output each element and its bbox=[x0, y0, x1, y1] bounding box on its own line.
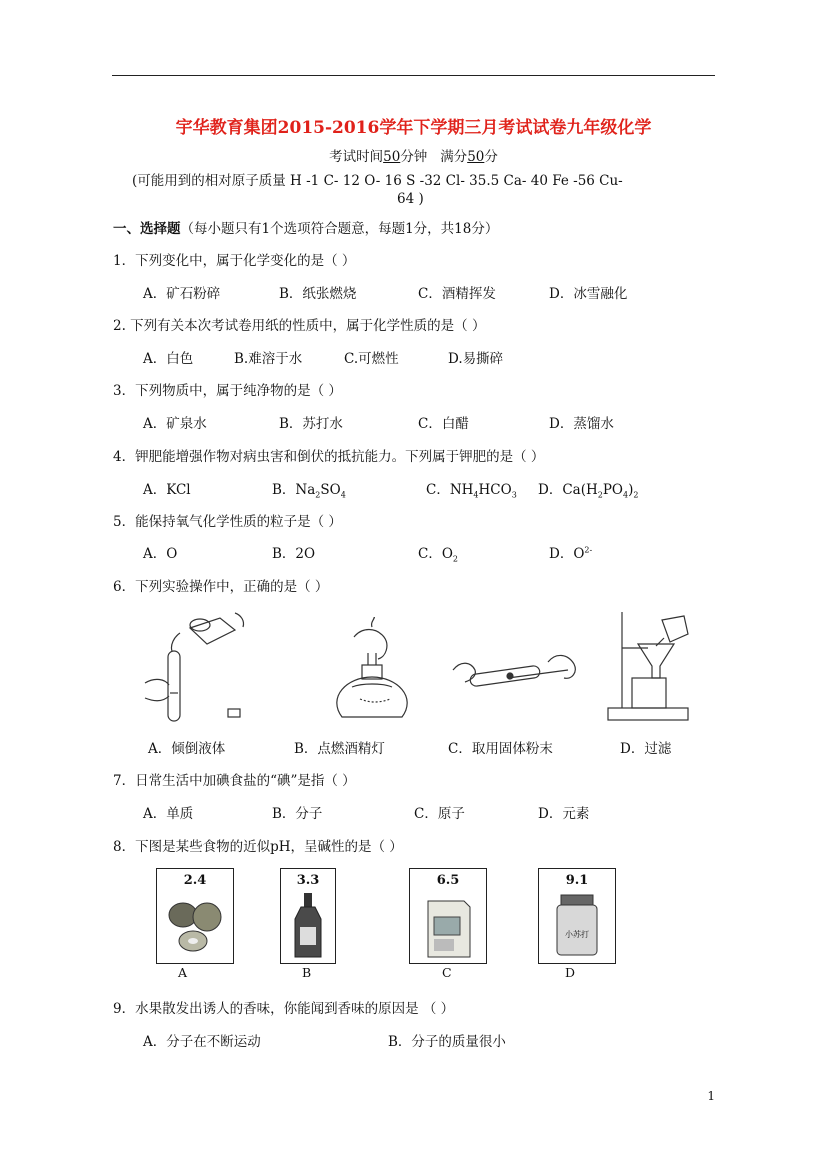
figure-caption: A．倾倒液体 bbox=[148, 741, 226, 757]
option: C．酒精挥发 bbox=[418, 286, 496, 302]
option: A．O bbox=[143, 546, 178, 562]
option: C．原子 bbox=[414, 806, 465, 822]
option: D．元素 bbox=[538, 806, 590, 822]
option: A．白色 bbox=[143, 351, 194, 367]
option: B．$Na_2SO_4$ bbox=[272, 482, 346, 500]
option: B．分子的质量很小 bbox=[388, 1034, 506, 1050]
figure-caption: D．过滤 bbox=[620, 741, 672, 757]
question-stem: 3．下列物质中，属于纯净物的是（ ） bbox=[113, 383, 342, 399]
question-stem: 9．水果散发出诱人的香味，你能闻到香味的原因是 （ ） bbox=[113, 1001, 455, 1017]
section-heading: 一、选择题（每小题只有1个选项符合题意，每题1分，共18分） bbox=[113, 221, 499, 237]
solid-powder-figure bbox=[448, 640, 588, 710]
option: C.可燃性 bbox=[344, 351, 399, 367]
milk-carton-icon bbox=[422, 891, 474, 959]
option: A．分子在不断运动 bbox=[143, 1034, 261, 1050]
option: B．2O bbox=[272, 546, 316, 562]
light-alcohol-lamp-figure bbox=[322, 617, 422, 727]
ph-card-milk bbox=[409, 868, 487, 964]
ph-value: 6.5 bbox=[436, 873, 460, 888]
atomic-mass-line1: (可能用到的相对原子质量 H -1 C- 12 O- 16 S -32 Cl- 35.5 Ca- 40 Fe -56 Cu- bbox=[132, 173, 623, 189]
ph-card-kiwi bbox=[156, 868, 234, 964]
figure-caption: C．取用固体粉末 bbox=[448, 741, 553, 757]
ph-card-letter: B bbox=[302, 965, 312, 980]
option: A．矿泉水 bbox=[143, 416, 207, 432]
option: C．$NH_4HCO_3$ bbox=[426, 482, 517, 500]
filtration-figure bbox=[604, 608, 700, 724]
jar-icon bbox=[551, 893, 603, 959]
option: A．单质 bbox=[143, 806, 194, 822]
question-stem: 6．下列实验操作中，正确的是（ ） bbox=[113, 579, 329, 595]
option: D．蒸馏水 bbox=[549, 416, 614, 432]
ph-value: 3.3 bbox=[296, 873, 320, 888]
option: D．$O^{2-}$ bbox=[549, 545, 593, 562]
ph-card-letter: C bbox=[442, 965, 452, 980]
option: B．苏打水 bbox=[279, 416, 343, 432]
question-stem: 5．能保持氧气化学性质的粒子是（ ） bbox=[113, 514, 342, 530]
figure-caption: B．点燃酒精灯 bbox=[294, 741, 385, 757]
option: D．$Ca(H_2PO_4)_2$ bbox=[538, 482, 639, 500]
option: B．纸张燃烧 bbox=[279, 286, 357, 302]
ph-card-letter: A bbox=[178, 965, 188, 980]
exam-meta: 考试时间50分钟 满分50分 bbox=[329, 149, 498, 165]
option: B．分子 bbox=[272, 806, 323, 822]
option: D．冰雪融化 bbox=[549, 286, 628, 302]
ph-value: 2.4 bbox=[183, 873, 207, 888]
question-stem: 8．下图是某些食物的近似pH，呈碱性的是（ ） bbox=[113, 839, 403, 855]
option: C．白醋 bbox=[418, 416, 469, 432]
option: A．矿石粉碎 bbox=[143, 286, 221, 302]
ph-card-letter: D bbox=[565, 965, 576, 980]
question-stem: 1．下列变化中，属于化学变化的是（ ） bbox=[113, 253, 356, 269]
kiwi-icon bbox=[163, 893, 227, 957]
question-stem: 7．日常生活中加碘食盐的“碘”是指（ ） bbox=[113, 773, 356, 789]
option: B.难溶于水 bbox=[234, 351, 303, 367]
ph-value: 9.1 bbox=[565, 873, 589, 888]
exam-title: 宇华教育集团2015-2016学年下学期三月考试试卷九年级化学 bbox=[175, 118, 652, 138]
pour-liquid-figure bbox=[140, 603, 260, 725]
question-stem: 4．钾肥能增强作物对病虫害和倒伏的抵抗能力。下列属于钾肥的是（ ） bbox=[113, 449, 545, 465]
question-stem: 2. 下列有关本次考试卷用纸的性质中，属于化学性质的是（ ） bbox=[113, 318, 486, 334]
ph-card-baking-soda bbox=[538, 868, 616, 964]
option: D.易撕碎 bbox=[448, 351, 504, 367]
option: A．KCl bbox=[143, 482, 191, 498]
page-number: 1 bbox=[707, 1089, 715, 1103]
bottle-icon bbox=[291, 891, 325, 959]
header-rule bbox=[112, 75, 715, 76]
jar-label: 小苏打 bbox=[565, 930, 589, 939]
option: C．$O_2$ bbox=[418, 546, 458, 564]
ph-card-vinegar bbox=[280, 868, 336, 964]
atomic-mass-line2: 64 ) bbox=[397, 191, 424, 207]
